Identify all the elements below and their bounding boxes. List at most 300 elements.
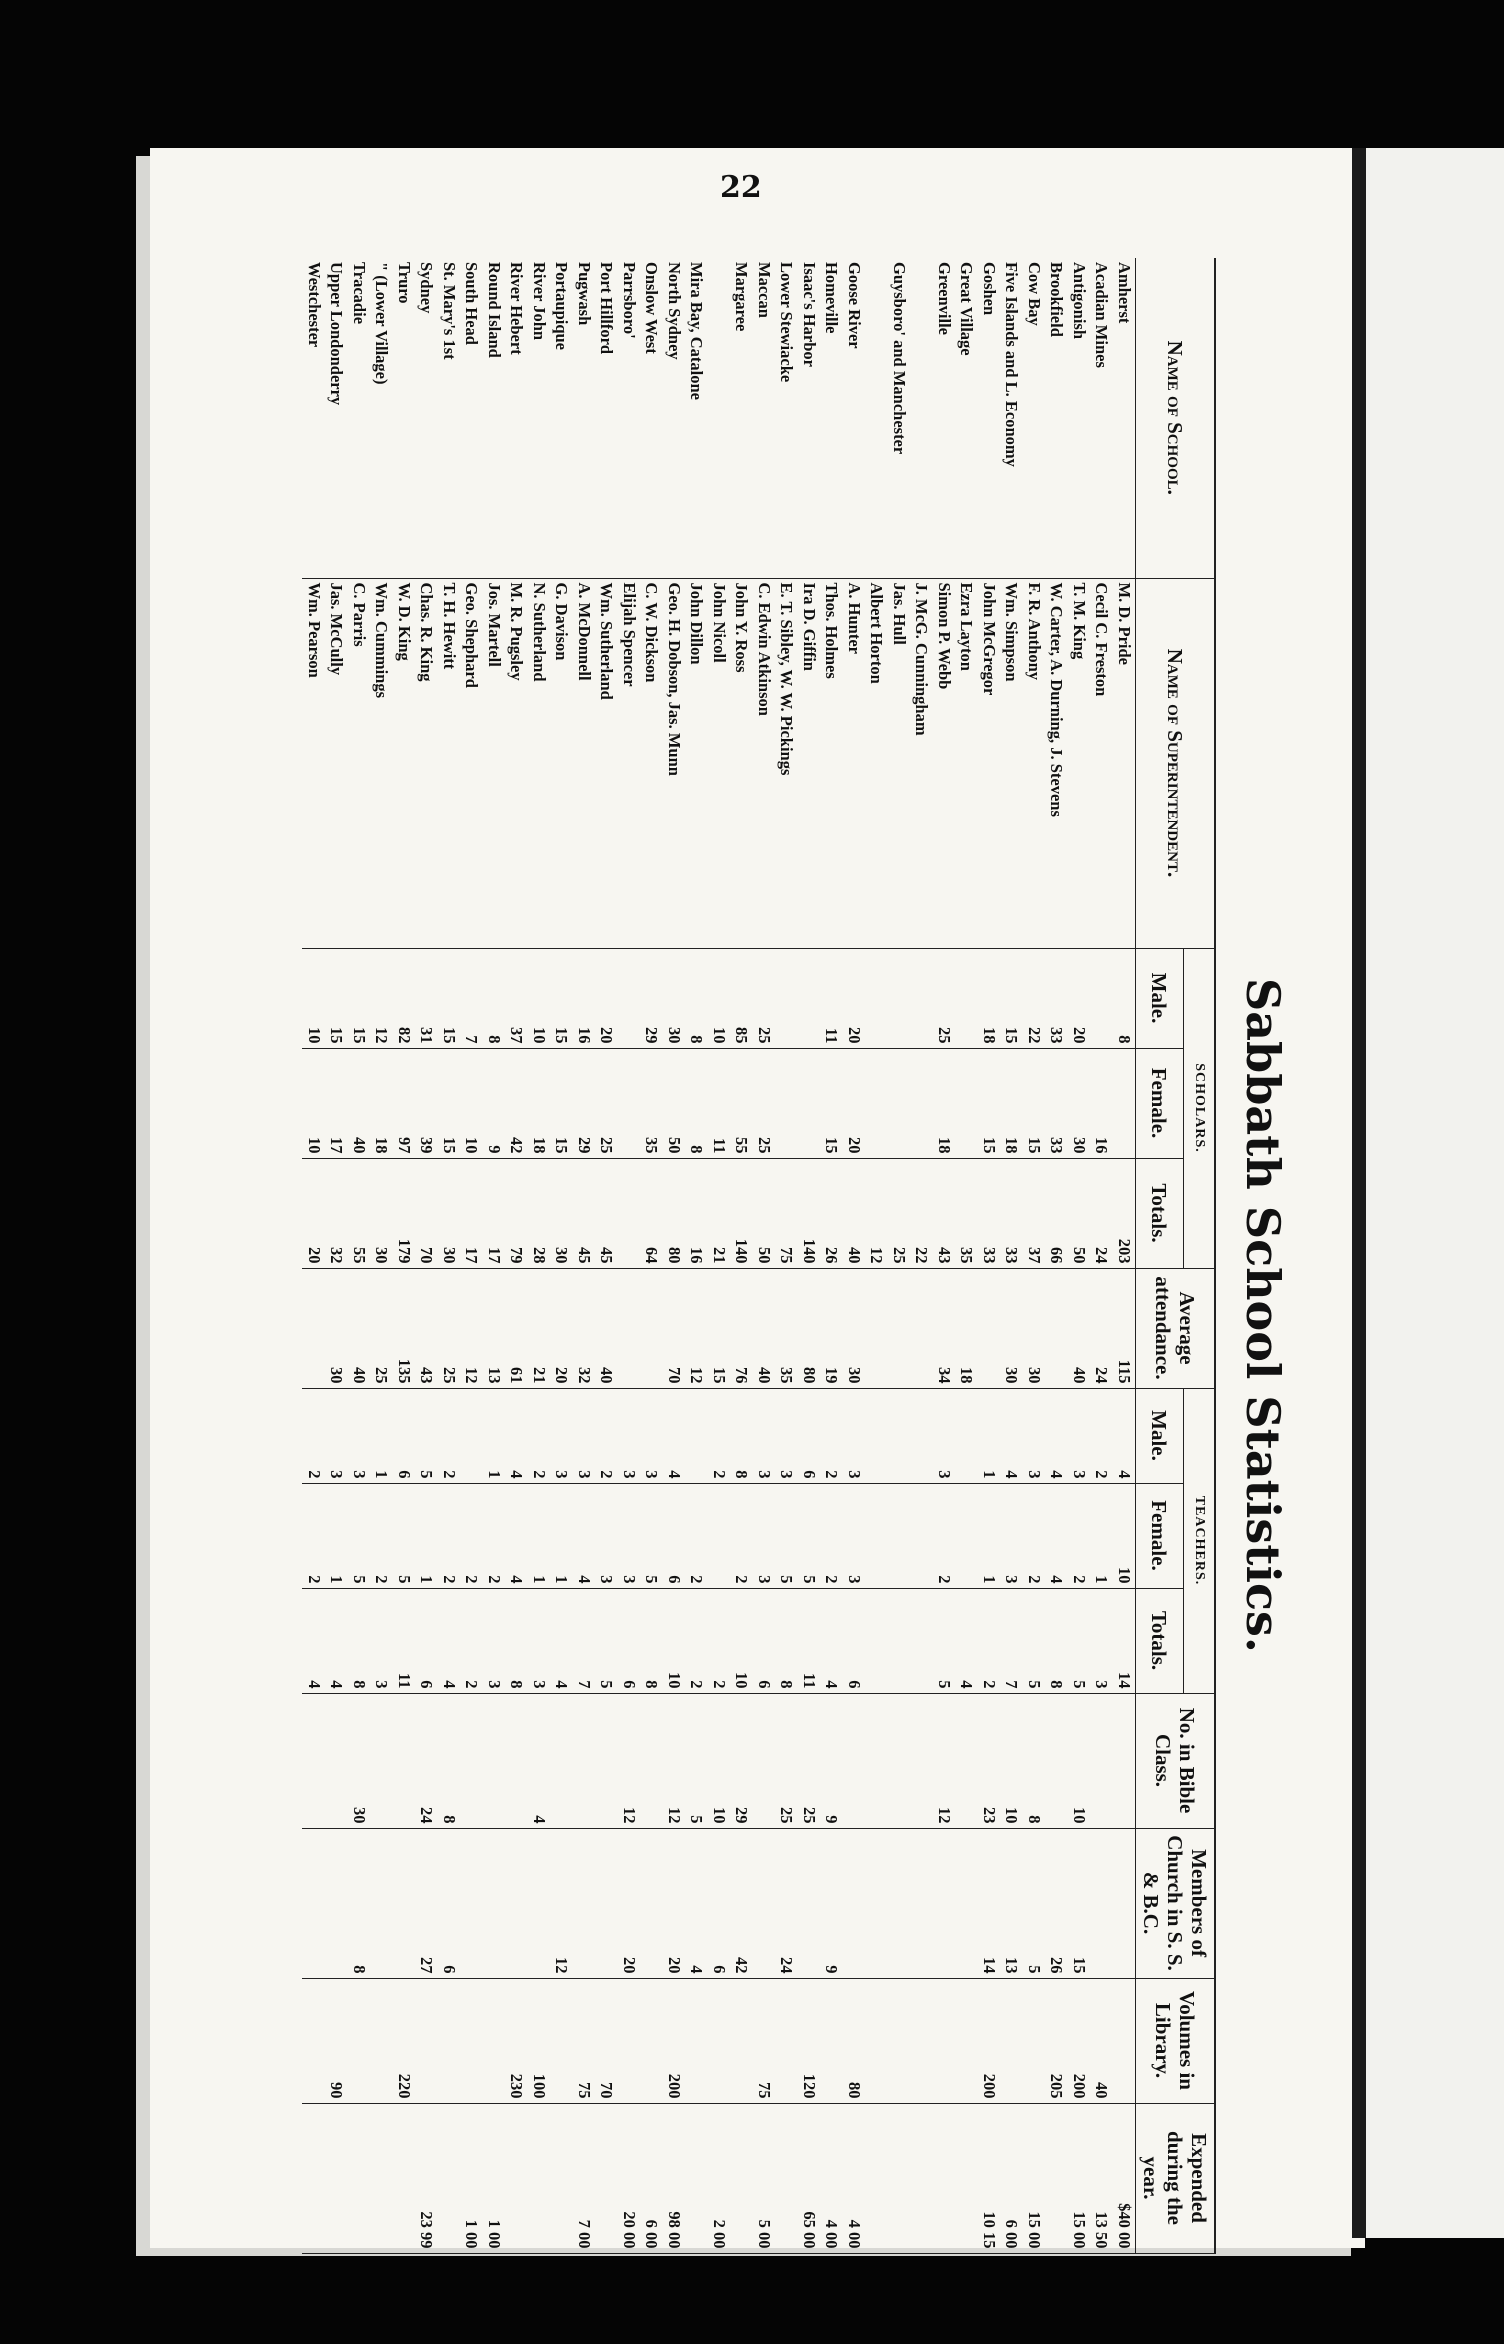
superintendent-cell: Jas. Hull — [887, 578, 910, 948]
expended-cell — [550, 2103, 573, 2253]
scholars-female-cell: 8 — [685, 1048, 708, 1158]
teachers-totals-cell: 2 — [977, 1588, 1000, 1693]
volumes-cell: 200 — [662, 1978, 685, 2103]
header-volumes: Volumes in Library. — [1135, 1978, 1215, 2103]
scholars-totals-cell: 75 — [775, 1158, 798, 1268]
header-scholars-male: Male. — [1135, 948, 1183, 1048]
teachers-male-cell: 2 — [595, 1388, 618, 1483]
header-teachers-male: Male. — [1135, 1388, 1183, 1483]
table-row — [572, 258, 595, 2253]
table-row — [370, 258, 393, 2253]
expended-cell: 1 00 — [482, 2103, 505, 2253]
scholars-totals-cell: 80 — [662, 1158, 685, 1268]
header-teachers: TEACHERS. — [1184, 1388, 1216, 1693]
teachers-male-cell: 3 — [572, 1388, 595, 1483]
scholars-female-cell: 30 — [1067, 1048, 1090, 1158]
volumes-cell — [820, 1978, 843, 2103]
scholars-totals-cell: 50 — [752, 1158, 775, 1268]
teachers-female-cell: 2 — [1022, 1483, 1045, 1588]
teachers-male-cell: 2 — [1090, 1388, 1113, 1483]
expended-cell — [932, 2103, 955, 2253]
average-attendance-cell: 135 — [392, 1268, 415, 1388]
teachers-totals-cell: 3 — [527, 1588, 550, 1693]
volumes-cell: 100 — [527, 1978, 550, 2103]
teachers-totals-cell: 3 — [1090, 1588, 1113, 1693]
school-cell: " (Lower Village) — [370, 258, 393, 578]
superintendent-cell: J. McG. Cunningham — [910, 578, 933, 948]
members-cell: 42 — [730, 1828, 753, 1978]
average-attendance-cell: 40 — [1067, 1268, 1090, 1388]
expended-cell — [595, 2103, 618, 2253]
teachers-female-cell: 2 — [932, 1483, 955, 1588]
table-row — [347, 258, 370, 2253]
teachers-male-cell: 3 — [325, 1388, 348, 1483]
members-cell: 20 — [662, 1828, 685, 1978]
table-row — [617, 258, 640, 2253]
teachers-male-cell: 3 — [1022, 1388, 1045, 1483]
teachers-female-cell — [887, 1483, 910, 1588]
school-cell: Goose River — [842, 258, 865, 578]
superintendent-cell: W. Carter, A. Durning, J. Stevens — [1045, 578, 1068, 948]
average-attendance-cell: 25 — [370, 1268, 393, 1388]
statistics-table — [302, 258, 1216, 2254]
table-row — [707, 258, 730, 2253]
average-attendance-cell: 43 — [415, 1268, 438, 1388]
superintendent-cell: T. H. Hewitt — [437, 578, 460, 948]
school-cell: Goshen — [977, 258, 1000, 578]
teachers-female-cell: 5 — [347, 1483, 370, 1588]
school-cell: River Hebert — [505, 258, 528, 578]
teachers-female-cell: 3 — [842, 1483, 865, 1588]
teachers-female-cell: 2 — [482, 1483, 505, 1588]
table-row — [482, 258, 505, 2253]
teachers-totals-cell: 2 — [460, 1588, 483, 1693]
average-attendance-cell — [910, 1268, 933, 1388]
teachers-female-cell: 3 — [752, 1483, 775, 1588]
average-attendance-cell: 30 — [1022, 1268, 1045, 1388]
teachers-male-cell — [460, 1388, 483, 1483]
average-attendance-cell: 20 — [550, 1268, 573, 1388]
members-cell — [392, 1828, 415, 1978]
volumes-cell — [437, 1978, 460, 2103]
school-cell: Antigonish — [1067, 258, 1090, 578]
expended-cell: 4 00 — [842, 2103, 865, 2253]
volumes-cell — [775, 1978, 798, 2103]
scholars-female-cell — [775, 1048, 798, 1158]
scholars-female-cell: 10 — [302, 1048, 325, 1158]
average-attendance-cell: 40 — [752, 1268, 775, 1388]
school-cell: Onslow West — [640, 258, 663, 578]
members-cell — [1090, 1828, 1113, 1978]
header-scholars: SCHOLARS. — [1184, 948, 1216, 1268]
binding-edge — [1352, 148, 1366, 2238]
volumes-cell — [1112, 1978, 1135, 2103]
bible-class-cell: 12 — [662, 1693, 685, 1828]
scholars-female-cell: 97 — [392, 1048, 415, 1158]
scholars-totals-cell: 16 — [685, 1158, 708, 1268]
bible-class-cell — [505, 1693, 528, 1828]
volumes-cell — [415, 1978, 438, 2103]
expended-cell: 6 00 — [640, 2103, 663, 2253]
teachers-totals-cell: 4 — [325, 1588, 348, 1693]
members-cell — [910, 1828, 933, 1978]
teachers-totals-cell: 4 — [437, 1588, 460, 1693]
scholars-male-cell: 15 — [437, 948, 460, 1048]
members-cell — [887, 1828, 910, 1978]
superintendent-cell: Albert Horton — [865, 578, 888, 948]
school-cell: Round Island — [482, 258, 505, 578]
average-attendance-cell: 34 — [932, 1268, 955, 1388]
scholars-female-cell: 17 — [325, 1048, 348, 1158]
bible-class-cell: 25 — [775, 1693, 798, 1828]
teachers-totals-cell: 6 — [842, 1588, 865, 1693]
expended-cell: 5 00 — [752, 2103, 775, 2253]
members-cell — [460, 1828, 483, 1978]
scholars-female-cell: 20 — [842, 1048, 865, 1158]
scholars-male-cell — [797, 948, 820, 1048]
scholars-female-cell — [910, 1048, 933, 1158]
members-cell: 27 — [415, 1828, 438, 1978]
superintendent-cell: John McGregor — [977, 578, 1000, 948]
scholars-totals-cell: 45 — [595, 1158, 618, 1268]
scholars-totals-cell: 32 — [325, 1158, 348, 1268]
table-row — [865, 258, 888, 2253]
scholars-male-cell: 7 — [460, 948, 483, 1048]
table-row — [527, 258, 550, 2253]
superintendent-cell: Cecil C. Freston — [1090, 578, 1113, 948]
teachers-male-cell: 3 — [752, 1388, 775, 1483]
teachers-female-cell: 10 — [1112, 1483, 1135, 1588]
members-cell — [370, 1828, 393, 1978]
average-attendance-cell: 35 — [775, 1268, 798, 1388]
table-row — [977, 258, 1000, 2253]
header-average: Average attendance. — [1135, 1268, 1215, 1388]
volumes-cell: 75 — [752, 1978, 775, 2103]
teachers-totals-cell: 11 — [797, 1588, 820, 1693]
scholars-male-cell: 8 — [685, 948, 708, 1048]
superintendent-cell: E. T. Sibley, W. W. Pickings — [775, 578, 798, 948]
expended-cell — [865, 2103, 888, 2253]
superintendent-cell: M. D. Pride — [1112, 578, 1135, 948]
teachers-totals-cell: 8 — [347, 1588, 370, 1693]
teachers-totals-cell: 10 — [730, 1588, 753, 1693]
scholars-totals-cell: 70 — [415, 1158, 438, 1268]
superintendent-cell: C. Parris — [347, 578, 370, 948]
scholars-female-cell: 39 — [415, 1048, 438, 1158]
volumes-cell — [1022, 1978, 1045, 2103]
school-cell: Amherst — [1112, 258, 1135, 578]
expended-cell: 10 15 — [977, 2103, 1000, 2253]
average-attendance-cell — [887, 1268, 910, 1388]
average-attendance-cell: 30 — [325, 1268, 348, 1388]
bible-class-cell — [1112, 1693, 1135, 1828]
school-cell: Homeville — [820, 258, 843, 578]
teachers-female-cell: 3 — [617, 1483, 640, 1588]
teachers-female-cell: 1 — [977, 1483, 1000, 1588]
header-members: Members of Church in S. S. & B.C. — [1135, 1828, 1215, 1978]
teachers-male-cell — [685, 1388, 708, 1483]
average-attendance-cell: 115 — [1112, 1268, 1135, 1388]
table-row — [775, 258, 798, 2253]
superintendent-cell: F. R. Anthony — [1022, 578, 1045, 948]
teachers-totals-cell: 5 — [932, 1588, 955, 1693]
expended-cell — [325, 2103, 348, 2253]
members-cell: 24 — [775, 1828, 798, 1978]
teachers-totals-cell: 4 — [302, 1588, 325, 1693]
teachers-female-cell: 2 — [370, 1483, 393, 1588]
teachers-male-cell: 3 — [617, 1388, 640, 1483]
volumes-cell — [1000, 1978, 1023, 2103]
school-cell: Great Village — [955, 258, 978, 578]
scholars-male-cell — [1090, 948, 1113, 1048]
expended-cell — [685, 2103, 708, 2253]
teachers-female-cell: 6 — [662, 1483, 685, 1588]
bible-class-cell — [392, 1693, 415, 1828]
school-cell: River John — [527, 258, 550, 578]
superintendent-cell: Jos. Martell — [482, 578, 505, 948]
teachers-totals-cell: 6 — [752, 1588, 775, 1693]
teachers-female-cell: 3 — [1000, 1483, 1023, 1588]
volumes-cell — [347, 1978, 370, 2103]
scholars-male-cell: 85 — [730, 948, 753, 1048]
average-attendance-cell — [617, 1268, 640, 1388]
teachers-male-cell: 3 — [1067, 1388, 1090, 1483]
scholars-female-cell: 42 — [505, 1048, 528, 1158]
table-title: Sabbath School Statistics. — [1236, 978, 1290, 1653]
bible-class-cell: 23 — [977, 1693, 1000, 1828]
average-attendance-cell: 30 — [842, 1268, 865, 1388]
expended-cell — [730, 2103, 753, 2253]
average-attendance-cell: 12 — [685, 1268, 708, 1388]
table-row — [1000, 258, 1023, 2253]
scholars-male-cell: 8 — [482, 948, 505, 1048]
teachers-female-cell: 2 — [1067, 1483, 1090, 1588]
members-cell — [932, 1828, 955, 1978]
members-cell — [325, 1828, 348, 1978]
bible-class-cell — [595, 1693, 618, 1828]
expended-cell — [302, 2103, 325, 2253]
expended-cell — [370, 2103, 393, 2253]
scholars-totals-cell: 64 — [640, 1158, 663, 1268]
superintendent-cell: Wm. Sutherland — [595, 578, 618, 948]
scholars-male-cell: 31 — [415, 948, 438, 1048]
members-cell: 20 — [617, 1828, 640, 1978]
scholars-female-cell: 18 — [932, 1048, 955, 1158]
expended-cell — [955, 2103, 978, 2253]
volumes-cell — [482, 1978, 505, 2103]
table-row — [752, 258, 775, 2253]
superintendent-cell: Ezra Layton — [955, 578, 978, 948]
school-cell — [707, 258, 730, 578]
teachers-female-cell: 3 — [595, 1483, 618, 1588]
superintendent-cell: A. McDonnell — [572, 578, 595, 948]
scholars-female-cell: 25 — [595, 1048, 618, 1158]
school-cell: Port Hillford — [595, 258, 618, 578]
bible-class-cell — [550, 1693, 573, 1828]
scholars-totals-cell: 28 — [527, 1158, 550, 1268]
scholars-male-cell — [775, 948, 798, 1048]
members-cell: 14 — [977, 1828, 1000, 1978]
volumes-cell — [865, 1978, 888, 2103]
scholars-totals-cell: 30 — [550, 1158, 573, 1268]
table-row — [910, 258, 933, 2253]
bible-class-cell: 12 — [932, 1693, 955, 1828]
members-cell — [842, 1828, 865, 1978]
expended-cell: 4 00 — [820, 2103, 843, 2253]
members-cell: 12 — [550, 1828, 573, 1978]
header-school: Name of School. — [1135, 258, 1215, 578]
volumes-cell: 200 — [1067, 1978, 1090, 2103]
scholars-totals-cell: 12 — [865, 1158, 888, 1268]
expended-cell: 6 00 — [1000, 2103, 1023, 2253]
members-cell — [482, 1828, 505, 1978]
expended-cell: 20 00 — [617, 2103, 640, 2253]
scholars-female-cell: 9 — [482, 1048, 505, 1158]
scholars-totals-cell: 37 — [1022, 1158, 1045, 1268]
expended-cell — [347, 2103, 370, 2253]
members-cell: 4 — [685, 1828, 708, 1978]
bible-class-cell — [460, 1693, 483, 1828]
bible-class-cell: 30 — [347, 1693, 370, 1828]
teachers-totals-cell: 2 — [685, 1588, 708, 1693]
superintendent-cell: N. Sutherland — [527, 578, 550, 948]
bible-class-cell — [370, 1693, 393, 1828]
teachers-totals-cell: 8 — [775, 1588, 798, 1693]
school-cell: Margaree — [730, 258, 753, 578]
teachers-totals-cell: 6 — [617, 1588, 640, 1693]
average-attendance-cell: 15 — [707, 1268, 730, 1388]
bible-class-cell — [572, 1693, 595, 1828]
volumes-cell: 80 — [842, 1978, 865, 2103]
scholars-female-cell: 18 — [1000, 1048, 1023, 1158]
scholars-totals-cell: 35 — [955, 1158, 978, 1268]
teachers-female-cell — [707, 1483, 730, 1588]
teachers-totals-cell: 5 — [1067, 1588, 1090, 1693]
teachers-female-cell: 1 — [1090, 1483, 1113, 1588]
expended-cell — [910, 2103, 933, 2253]
average-attendance-cell: 40 — [347, 1268, 370, 1388]
teachers-male-cell: 2 — [302, 1388, 325, 1483]
school-cell: Parrsboro' — [617, 258, 640, 578]
scholars-male-cell: 22 — [1022, 948, 1045, 1048]
superintendent-cell: John Y. Ross — [730, 578, 753, 948]
superintendent-cell: Geo. H. Dobson, Jas. Munn — [662, 578, 685, 948]
scholars-totals-cell: 22 — [910, 1158, 933, 1268]
volumes-cell: 205 — [1045, 1978, 1068, 2103]
school-cell: North Sydney — [662, 258, 685, 578]
average-attendance-cell: 30 — [1000, 1268, 1023, 1388]
expended-cell: 7 00 — [572, 2103, 595, 2253]
bible-class-cell — [955, 1693, 978, 1828]
members-cell — [505, 1828, 528, 1978]
volumes-cell — [707, 1978, 730, 2103]
scholars-totals-cell: 30 — [370, 1158, 393, 1268]
average-attendance-cell — [865, 1268, 888, 1388]
teachers-totals-cell: 14 — [1112, 1588, 1135, 1693]
scholars-totals-cell: 203 — [1112, 1158, 1135, 1268]
teachers-totals-cell: 6 — [415, 1588, 438, 1693]
teachers-totals-cell: 7 — [572, 1588, 595, 1693]
teachers-male-cell: 1 — [977, 1388, 1000, 1483]
volumes-cell: 200 — [977, 1978, 1000, 2103]
expended-cell: 23 99 — [415, 2103, 438, 2253]
school-cell: Guysboro' and Manchester — [887, 258, 910, 578]
superintendent-cell: Jas. McCully — [325, 578, 348, 948]
expended-cell: 15 00 — [1067, 2103, 1090, 2253]
scholars-female-cell: 33 — [1045, 1048, 1068, 1158]
volumes-cell — [617, 1978, 640, 2103]
teachers-male-cell: 3 — [640, 1388, 663, 1483]
teachers-totals-cell: 3 — [370, 1588, 393, 1693]
volumes-cell: 90 — [325, 1978, 348, 2103]
teachers-female-cell: 1 — [527, 1483, 550, 1588]
scholars-totals-cell: 79 — [505, 1158, 528, 1268]
superintendent-cell: Wm. Cummings — [370, 578, 393, 948]
bible-class-cell: 8 — [1022, 1693, 1045, 1828]
bible-class-cell — [1045, 1693, 1068, 1828]
scholars-female-cell: 55 — [730, 1048, 753, 1158]
bible-class-cell: 4 — [527, 1693, 550, 1828]
bible-class-cell — [752, 1693, 775, 1828]
scholars-female-cell: 29 — [572, 1048, 595, 1158]
bible-class-cell — [865, 1693, 888, 1828]
scholars-totals-cell: 30 — [437, 1158, 460, 1268]
bible-class-cell — [325, 1693, 348, 1828]
average-attendance-cell: 40 — [595, 1268, 618, 1388]
average-attendance-cell: 70 — [662, 1268, 685, 1388]
table-row — [302, 258, 325, 2253]
scholars-female-cell — [1112, 1048, 1135, 1158]
scholars-male-cell: 8 — [1112, 948, 1135, 1048]
expended-cell — [1045, 2103, 1068, 2253]
expended-cell: 13 50 — [1090, 2103, 1113, 2253]
scholars-male-cell: 29 — [640, 948, 663, 1048]
superintendent-cell: Ira D. Giffin — [797, 578, 820, 948]
scholars-female-cell: 10 — [460, 1048, 483, 1158]
teachers-totals-cell: 3 — [482, 1588, 505, 1693]
average-attendance-cell: 21 — [527, 1268, 550, 1388]
members-cell — [1112, 1828, 1135, 1978]
header-superintendent: Name of Superintendent. — [1135, 578, 1215, 948]
volumes-cell — [730, 1978, 753, 2103]
teachers-totals-cell: 4 — [820, 1588, 843, 1693]
scholars-female-cell — [617, 1048, 640, 1158]
scholars-female-cell: 15 — [550, 1048, 573, 1158]
scholars-male-cell: 25 — [752, 948, 775, 1048]
school-cell: Brookfield — [1045, 258, 1068, 578]
scholars-male-cell: 15 — [550, 948, 573, 1048]
superintendent-cell: M. R. Pugsley — [505, 578, 528, 948]
teachers-male-cell: 3 — [775, 1388, 798, 1483]
superintendent-cell: Chas. R. King — [415, 578, 438, 948]
teachers-female-cell: 5 — [797, 1483, 820, 1588]
superintendent-cell: G. Davison — [550, 578, 573, 948]
header-scholars-female: Female. — [1135, 1048, 1183, 1158]
school-cell: St. Mary's 1st — [437, 258, 460, 578]
table-row — [932, 258, 955, 2253]
superintendent-cell: Wm. Pearson — [302, 578, 325, 948]
scholars-male-cell: 15 — [325, 948, 348, 1048]
teachers-female-cell: 1 — [415, 1483, 438, 1588]
table-row — [820, 258, 843, 2253]
scholars-male-cell: 11 — [820, 948, 843, 1048]
average-attendance-cell: 19 — [820, 1268, 843, 1388]
teachers-totals-cell: 7 — [1000, 1588, 1023, 1693]
volumes-cell — [302, 1978, 325, 2103]
scholars-male-cell: 10 — [302, 948, 325, 1048]
volumes-cell — [910, 1978, 933, 2103]
bible-class-cell: 12 — [617, 1693, 640, 1828]
